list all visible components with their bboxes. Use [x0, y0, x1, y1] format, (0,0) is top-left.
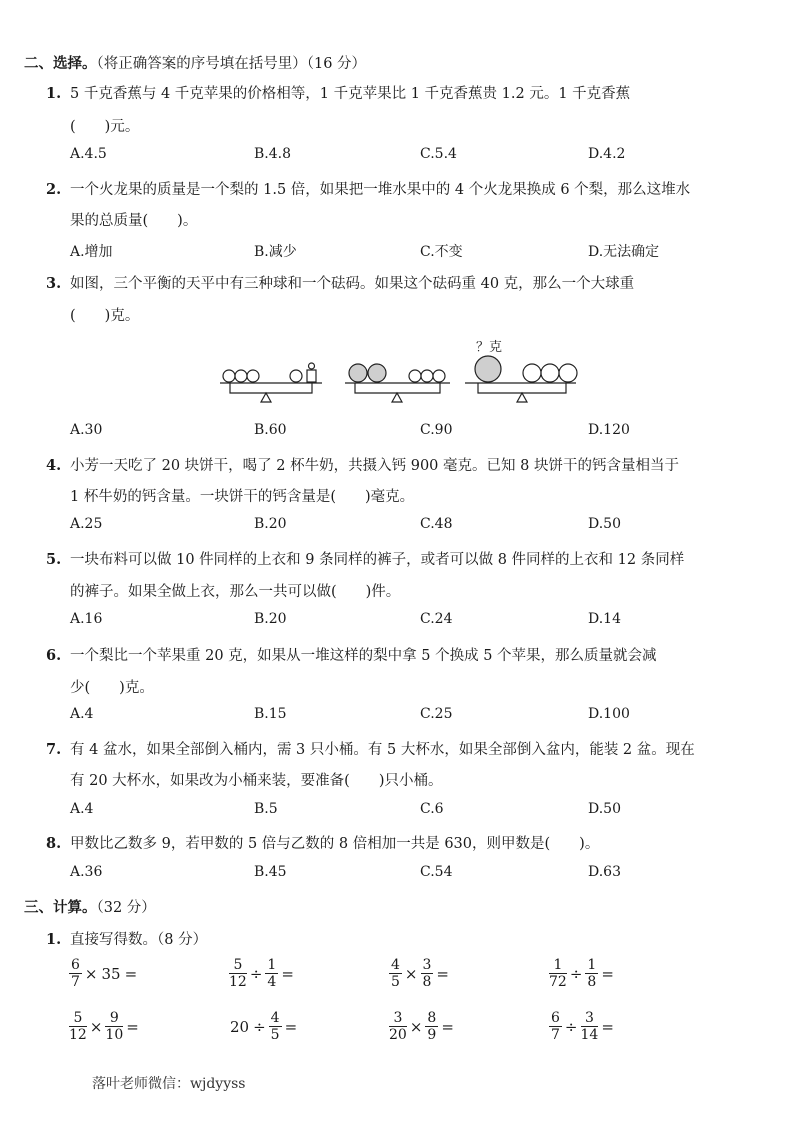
calc-item[interactable]: [388, 957, 451, 990]
equals-sign: =: [441, 1017, 454, 1036]
calc-item[interactable]: [388, 1010, 456, 1043]
denominator: 72: [549, 974, 567, 990]
fraction: [581, 1010, 599, 1043]
question-text: 小芳一天吃了 20 块饼干，喝了 2 杯牛奶，共摄入钙 900 毫克。已知 8 块饼干的钙含量相当于: [70, 458, 679, 474]
question-2-line2: 果的总质量( )。: [70, 213, 198, 229]
option-a[interactable]: A.36: [70, 864, 103, 880]
section-3-header: [24, 896, 156, 917]
sub-question-title: 直接写得数。（8 分）: [70, 932, 208, 948]
fraction: [585, 957, 598, 990]
operand: 20: [230, 1017, 250, 1036]
question-number: 5.: [46, 551, 62, 568]
fraction: [265, 957, 278, 990]
equals-sign: =: [436, 964, 449, 983]
operator: ÷: [253, 1017, 266, 1036]
fraction: [69, 1010, 87, 1043]
denominator: 7: [71, 974, 80, 990]
question-text: 一块布料可以做 10 件同样的上衣和 9 条同样的裤子，或者可以做 8 件同样的上衣和 12 条同样: [70, 552, 685, 568]
question-5-line2: 的裤子。如果全做上衣，那么一共可以做( )件。: [70, 584, 401, 600]
numerator: 4: [391, 957, 400, 973]
numerator: 4: [270, 1010, 280, 1026]
operator: ×: [89, 1017, 103, 1036]
question-text: 5 千克香蕉与 4 千克苹果的价格相等，1 千克苹果比 1 千克香蕉贵 1.2 元。1 千克香蕉: [70, 86, 631, 102]
question-number: 4.: [46, 457, 62, 474]
question-number: 7.: [46, 741, 62, 758]
option-d[interactable]: D.50: [588, 801, 621, 817]
fraction: [269, 1010, 282, 1043]
option-b[interactable]: B.20: [254, 516, 287, 532]
numerator: 8: [427, 1010, 437, 1026]
question-number: 3.: [46, 275, 62, 292]
operator: ×: [404, 964, 418, 983]
calc-item[interactable]: [548, 1010, 616, 1043]
numerator: 5: [229, 957, 247, 974]
question-8: [46, 832, 599, 853]
option-b[interactable]: B.4.8: [254, 146, 292, 162]
fraction: [549, 1010, 562, 1043]
option-c[interactable]: C.90: [420, 422, 453, 438]
question-3-line2: ( )克。: [70, 308, 140, 324]
option-c[interactable]: C.54: [420, 864, 453, 880]
denominator: 9: [427, 1027, 437, 1043]
question-number: 2.: [46, 181, 62, 198]
sub-question-1: [46, 928, 207, 949]
option-d[interactable]: D.63: [588, 864, 621, 880]
fraction: [425, 1010, 438, 1043]
question-4-line2: 1 杯牛奶的钙含量。一块饼干的钙含量是( )毫克。: [70, 489, 415, 505]
fraction: [549, 957, 567, 990]
option-c[interactable]: C.48: [420, 516, 453, 532]
question-7-line2: 有 20 大杯水，如果改为小桶来装，要准备( )只小桶。: [70, 773, 443, 789]
numerator: 3: [422, 957, 432, 973]
option-b[interactable]: B.60: [254, 422, 287, 438]
question-5: [46, 548, 684, 569]
option-b[interactable]: B.20: [254, 611, 287, 627]
question-number: 1.: [46, 85, 62, 102]
option-d[interactable]: D.120: [588, 422, 630, 438]
calc-item[interactable]: [548, 957, 616, 990]
question-text: 一个梨比一个苹果重 20 克，如果从一堆这样的梨中拿 5 个换成 5 个苹果，那么质量就会减: [70, 648, 657, 664]
fraction: [105, 1010, 123, 1043]
option-d[interactable]: D.4.2: [588, 146, 626, 162]
section-3-note: （32 分）: [96, 900, 156, 916]
fraction: [69, 957, 82, 990]
section-3-title: 三、计算。: [24, 899, 97, 916]
numerator: 1: [549, 957, 567, 974]
denominator: 12: [229, 974, 247, 990]
question-1-line2: ( )元。: [70, 119, 140, 135]
denominator: 14: [580, 1027, 599, 1043]
operator: ×: [409, 1017, 423, 1036]
option-d[interactable]: D.无法确定: [588, 244, 660, 260]
section-2-title: 二、选择。: [24, 55, 97, 72]
operator: ÷: [569, 964, 583, 983]
option-a[interactable]: A.25: [70, 516, 103, 532]
balance-scales-figure: [210, 335, 590, 410]
question-text: 有 4 盆水，如果全部倒入桶内，需 3 只小桶。有 5 大杯水，如果全部倒入盆内，能装 2 盆。现在: [70, 742, 695, 758]
option-a[interactable]: A.增加: [70, 244, 113, 260]
question-text: 如图，三个平衡的天平中有三种球和一个砝码。如果这个砝码重 40 克，那么一个大球重: [70, 276, 635, 292]
equals-sign: =: [284, 1017, 298, 1036]
question-number: 8.: [46, 835, 62, 852]
denominator: 12: [69, 1027, 87, 1043]
fraction: [229, 957, 247, 990]
option-a[interactable]: A.4: [70, 706, 94, 722]
calc-item[interactable]: [228, 1010, 299, 1043]
operand: 35: [101, 964, 121, 983]
denominator: 7: [551, 1027, 560, 1043]
fraction: [389, 957, 402, 990]
equals-sign: =: [601, 964, 614, 983]
option-d[interactable]: D.50: [588, 516, 621, 532]
question-2: [46, 178, 690, 199]
unknown-weight-label: ？克: [476, 340, 503, 355]
option-d[interactable]: D.100: [588, 706, 630, 722]
equals-sign: =: [124, 964, 138, 983]
calc-item[interactable]: [228, 957, 296, 990]
equals-sign: =: [281, 964, 294, 983]
balance-scale-2: [345, 364, 450, 402]
denominator: 10: [105, 1027, 124, 1043]
question-4: [46, 454, 679, 475]
balance-scale-3: [465, 356, 577, 402]
numerator: 3: [581, 1010, 599, 1027]
numerator: 5: [69, 1010, 87, 1027]
option-a[interactable]: A.16: [70, 611, 103, 627]
fraction: [421, 957, 434, 990]
fraction: [389, 1010, 407, 1043]
numerator: 1: [267, 957, 277, 973]
denominator: 5: [270, 1027, 280, 1043]
balance-scale-1: [220, 363, 322, 402]
equals-sign: =: [126, 1017, 139, 1036]
calc-item[interactable]: [68, 1010, 141, 1043]
option-b[interactable]: B.5: [254, 801, 278, 817]
option-c[interactable]: C.5.4: [420, 146, 457, 162]
option-b[interactable]: B.减少: [254, 244, 297, 260]
option-b[interactable]: B.15: [254, 706, 287, 722]
sub-question-number: 1.: [46, 931, 62, 948]
numerator: 1: [587, 957, 597, 973]
option-c[interactable]: C.6: [420, 801, 444, 817]
option-a[interactable]: A.4.5: [70, 146, 107, 162]
calc-item[interactable]: [68, 957, 139, 990]
question-text: 一个火龙果的质量是一个梨的 1.5 倍，如果把一堆水果中的 4 个火龙果换成 6 个梨，那么这堆水: [70, 182, 691, 198]
option-a[interactable]: A.4: [70, 801, 94, 817]
option-d[interactable]: D.14: [588, 611, 621, 627]
denominator: 20: [389, 1027, 407, 1043]
question-3: [46, 272, 634, 293]
section-2-header: [24, 52, 366, 73]
option-b[interactable]: B.45: [254, 864, 287, 880]
footer-contact: 落叶老师微信：wjdyyss: [92, 1076, 246, 1092]
question-7: [46, 738, 695, 759]
question-6: [46, 644, 657, 665]
question-number: 6.: [46, 647, 62, 664]
numerator: 3: [389, 1010, 407, 1027]
operator: ÷: [249, 964, 263, 983]
question-1: [46, 82, 630, 103]
option-c[interactable]: C.24: [420, 611, 453, 627]
denominator: 8: [587, 974, 597, 990]
operator: ×: [84, 964, 98, 983]
numerator: 6: [71, 957, 80, 973]
option-c[interactable]: C.25: [420, 706, 453, 722]
section-2-note: （将正确答案的序号填在括号里）（16 分）: [96, 56, 367, 72]
question-text: 甲数比乙数多 9，若甲数的 5 倍与乙数的 8 倍相加一共是 630，则甲数是( )。: [70, 836, 600, 852]
equals-sign: =: [601, 1017, 614, 1036]
numerator: 6: [551, 1010, 560, 1026]
denominator: 8: [422, 974, 432, 990]
denominator: 4: [267, 974, 277, 990]
option-a[interactable]: A.30: [70, 422, 103, 438]
question-6-line2: 少( )克。: [70, 680, 154, 696]
denominator: 5: [391, 974, 400, 990]
operator: ÷: [564, 1017, 578, 1036]
option-c[interactable]: C.不变: [420, 244, 463, 260]
numerator: 9: [105, 1010, 123, 1027]
